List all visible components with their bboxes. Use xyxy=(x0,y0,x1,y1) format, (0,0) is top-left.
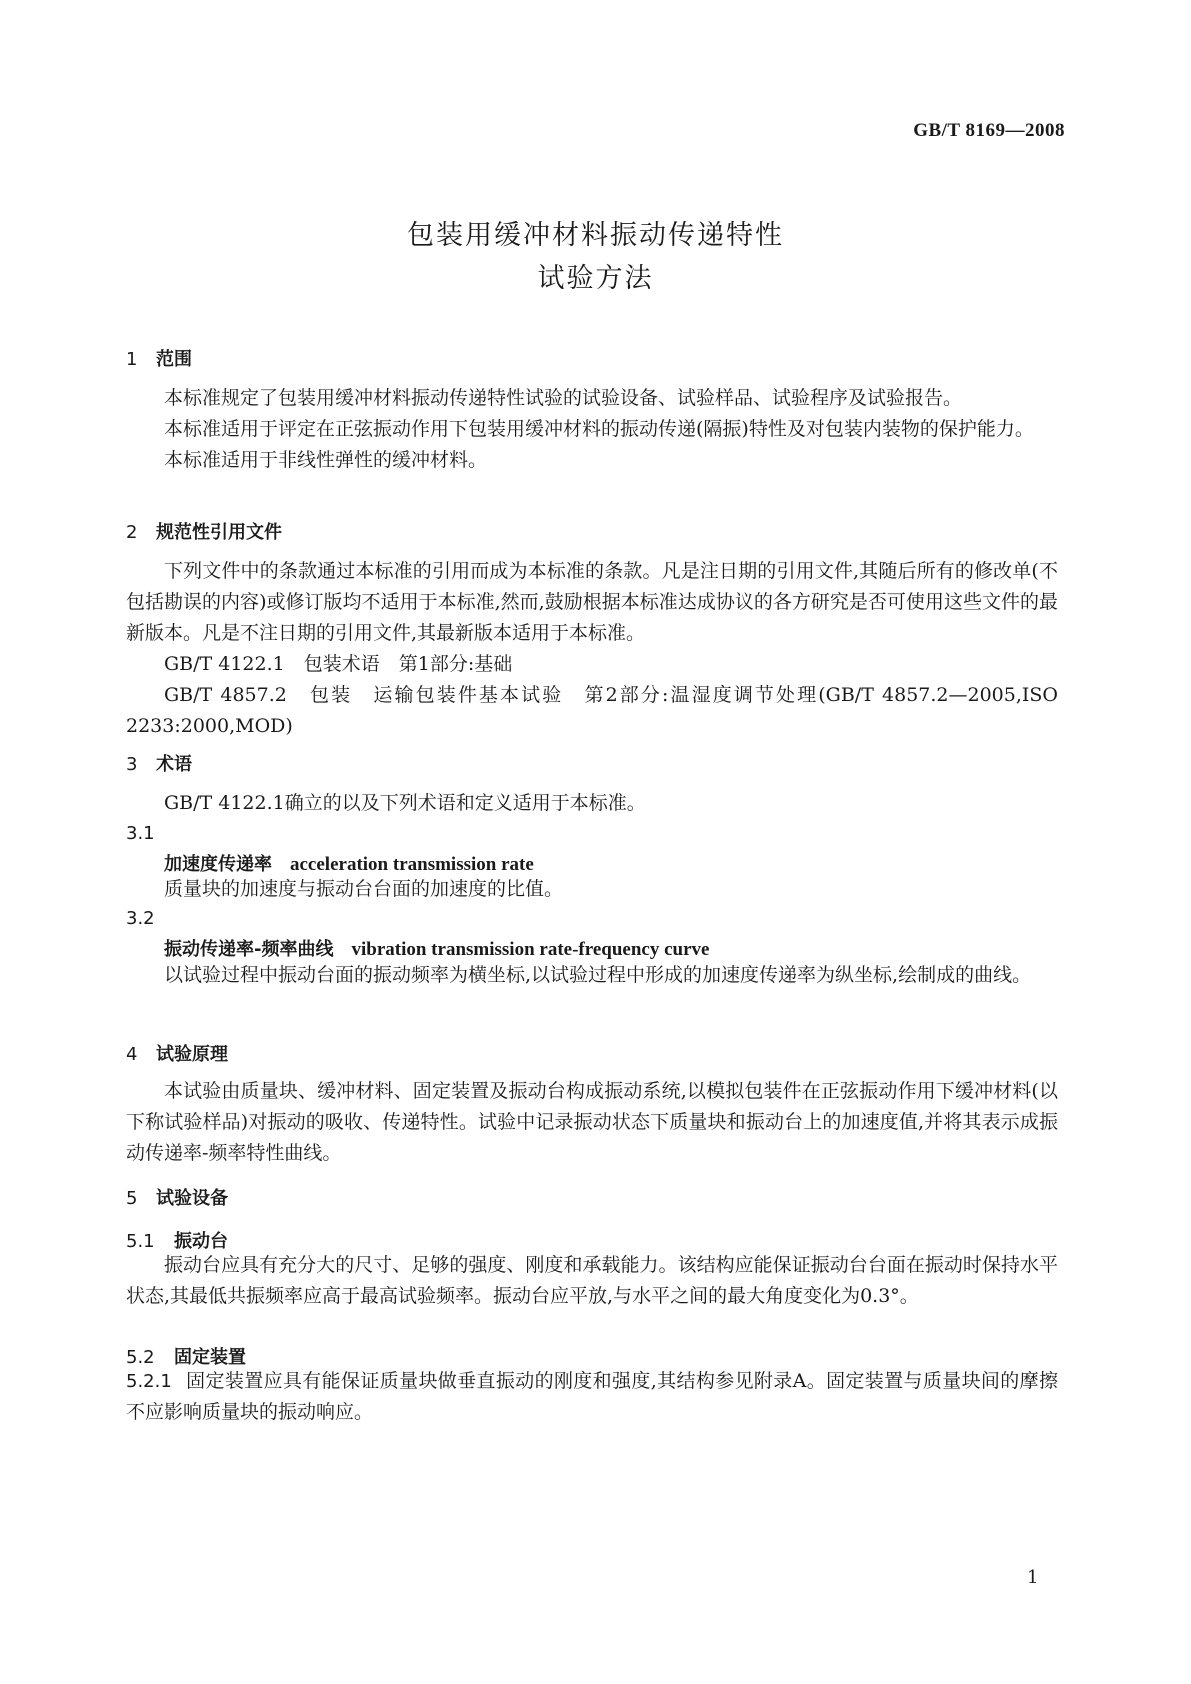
term-3-1-title xyxy=(164,850,534,876)
section-title: 规范性引用文件 xyxy=(156,522,282,543)
section-title: 振动台 xyxy=(174,1231,228,1252)
section-number: 5.1 xyxy=(126,1231,155,1252)
section-number: 4 xyxy=(126,1044,138,1065)
section-number: 2 xyxy=(126,522,138,543)
page-number: 1 xyxy=(1027,1567,1039,1588)
document-title-line2: 试验方法 xyxy=(537,263,654,294)
term-chinese: 加速度传递率 xyxy=(164,854,272,875)
section-5-1-body xyxy=(126,1250,1058,1312)
term-3-1-number: 3.1 xyxy=(126,823,155,844)
term-english: acceleration transmission rate xyxy=(290,854,534,875)
section-1-body xyxy=(126,383,1058,476)
term-3-1-definition xyxy=(126,874,1058,905)
section-1-heading xyxy=(126,345,192,371)
reference-item: GB/T 4857.2 包装 运输包装件基本试验 第2部分:温湿度调节处理(GB/T 4857.2—2005,ISO 2233:2000,MOD) xyxy=(126,684,1058,737)
section-number: 3 xyxy=(126,754,138,775)
section-3-intro xyxy=(126,788,1058,819)
paragraph: 本标准适用于非线性弹性的缓冲材料。 xyxy=(164,449,488,471)
definition: 以试验过程中振动台面的振动频率为横坐标,以试验过程中形成的加速度传递率为纵坐标,绘制成的曲线。 xyxy=(164,964,1032,986)
term-english: vibration transmission rate-frequency curve xyxy=(351,939,710,960)
paragraph: 本标准适用于评定在正弦振动作用下包装用缓冲材料的振动传递(隔振)特性及对包装内装物的保护能力。 xyxy=(164,418,1034,440)
definition: 质量块的加速度与振动台台面的加速度的比值。 xyxy=(164,878,564,900)
paragraph: 本标准规定了包装用缓冲材料振动传递特性试验的试验设备、试验样品、试验程序及试验报告。 xyxy=(164,387,963,409)
clause-number: 5.2.1 xyxy=(126,1371,172,1392)
term-chinese: 振动传递率-频率曲线 xyxy=(164,939,334,960)
section-title: 试验原理 xyxy=(156,1044,228,1065)
section-4-body xyxy=(126,1076,1058,1169)
paragraph: GB/T 4122.1确立的以及下列术语和定义适用于本标准。 xyxy=(164,792,646,814)
term-3-2-title xyxy=(164,935,709,961)
section-title: 试验设备 xyxy=(156,1188,228,1209)
section-5-heading xyxy=(126,1184,228,1210)
standard-code: GB/T 8169—2008 xyxy=(913,120,1065,141)
section-4-heading xyxy=(126,1040,228,1066)
document-title-line1: 包装用缓冲材料振动传递特性 xyxy=(407,220,784,251)
section-number: 1 xyxy=(126,349,138,370)
section-5-2-1-body xyxy=(126,1366,1058,1428)
term-3-2-definition xyxy=(126,960,1058,991)
paragraph xyxy=(126,1366,1058,1428)
section-number: 5 xyxy=(126,1188,138,1209)
section-3-heading xyxy=(126,750,192,776)
reference-item: GB/T 4122.1 包装术语 第1部分:基础 xyxy=(164,653,513,675)
section-title: 范围 xyxy=(156,349,192,370)
section-number: 5.2 xyxy=(126,1347,155,1368)
section-title: 固定装置 xyxy=(174,1347,246,1368)
section-2-body xyxy=(126,556,1058,742)
section-title: 术语 xyxy=(156,754,192,775)
clause-text: 固定装置应具有能保证质量块做垂直振动的刚度和强度,其结构参见附录A。固定装置与质量块间的摩擦不应影响质量块的振动响应。 xyxy=(126,1370,1058,1423)
term-3-2-number: 3.2 xyxy=(126,908,155,929)
paragraph: 下列文件中的条款通过本标准的引用而成为本标准的条款。凡是注日期的引用文件,其随后所有的修改单(不包括勘误的内容)或修订版均不适用于本标准,然而,鼓励根据本标准达成协议的各方研究是否可使用这些文件的最新版本。凡是不注日期的引用文件,其最新版本适用于本标准。 xyxy=(126,560,1058,644)
paragraph: 振动台应具有充分大的尺寸、足够的强度、刚度和承载能力。该结构应能保证振动台台面在振动时保持水平状态,其最低共振频率应高于最高试验频率。振动台应平放,与水平之间的最大角度变化为0.3°。 xyxy=(126,1254,1058,1307)
section-2-heading xyxy=(126,518,282,544)
paragraph: 本试验由质量块、缓冲材料、固定装置及振动台构成振动系统,以模拟包装件在正弦振动作用下缓冲材料(以下称试验样品)对振动的吸收、传递特性。试验中记录振动状态下质量块和振动台上的加速度值,并将其表示成振动传递率-频率特性曲线。 xyxy=(126,1080,1058,1164)
